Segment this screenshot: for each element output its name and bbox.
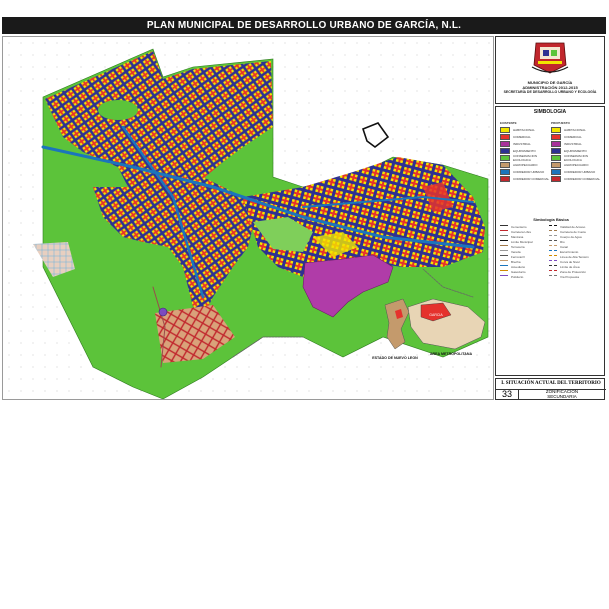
inset-state-label: ESTADO DE NUEVO LEON	[372, 356, 418, 360]
inset-metro-label: AREA METROPOLITANA	[429, 352, 473, 356]
sheet-footer	[495, 378, 605, 400]
basic-symbology	[500, 217, 602, 279]
basic-symbol-label: Vía Propuesta	[560, 274, 580, 279]
basic-symbol-mark	[549, 235, 557, 239]
legend-label: COMERCIAL	[513, 134, 531, 139]
legend-swatch	[500, 176, 510, 182]
legend-item	[500, 168, 602, 175]
legend-label: CORREDOR URBANO	[564, 169, 596, 174]
basic-symbol-mark	[500, 235, 508, 239]
sheet-subject-line2: SECUNDARIA	[547, 394, 577, 399]
legend-swatch	[500, 162, 510, 168]
green-island	[98, 100, 138, 120]
basic-symbol-label: Carretera de Cuota	[560, 229, 586, 234]
legend-label: EQUIPAMIENTO	[564, 148, 587, 153]
basic-symbol-row	[500, 239, 602, 244]
legend-label: CORREDOR COMERCIAL	[564, 176, 601, 181]
legend-swatch	[500, 141, 510, 147]
legend-item	[500, 175, 602, 182]
legend-item	[500, 154, 602, 161]
basic-symbology-title: Simbología Básica	[533, 217, 569, 222]
basic-symbol-mark	[549, 230, 557, 234]
basic-symbol-label: Curva de Nivel	[560, 259, 580, 264]
symbology-title: SIMBOLOGIA	[533, 109, 567, 115]
map-title: PLAN MUNICIPAL DE DESARROLLO URBANO DE GARCÍA, N.L.	[2, 17, 606, 34]
basic-symbol-mark	[500, 255, 508, 259]
basic-symbol-mark	[500, 270, 508, 274]
legend-label: HABITACIONAL	[513, 127, 535, 132]
basic-symbol-mark	[500, 240, 508, 244]
sheet-subject-line1: ZONIFICACION	[545, 389, 579, 394]
basic-symbol-label: Manzana	[511, 234, 524, 239]
legend-swatch	[500, 155, 510, 161]
basic-symbol-label: Carretera Libre	[511, 229, 532, 234]
legend-label: CONSERVACION ECOLOGICA	[513, 153, 538, 162]
basic-symbol-label: Canal	[560, 244, 568, 249]
basic-symbol-row	[500, 229, 602, 234]
legend-swatch	[551, 141, 561, 147]
municipality-name: MUNICIPIO DE GARCÍA	[527, 80, 573, 85]
basic-symbol-mark	[549, 240, 557, 244]
basic-symbol-label: Límite de Área	[560, 264, 580, 269]
basic-symbol-label: Río	[560, 239, 565, 244]
basic-symbol-mark	[500, 230, 508, 234]
legend-swatch	[551, 169, 561, 175]
legend-label: INDUSTRIAL	[564, 141, 582, 146]
inset-garcia-tag: GARCIA	[429, 313, 443, 317]
basic-symbol-mark	[549, 275, 557, 279]
section-title: I. SITUACIÓN ACTUAL DEL TERRITORIO	[496, 379, 606, 390]
basic-symbol-mark	[549, 265, 557, 269]
basic-symbol-mark	[500, 265, 508, 269]
legend-item	[500, 126, 602, 133]
basic-symbol-label: Cementerio	[511, 224, 527, 229]
legend-label: HABITACIONAL	[564, 127, 586, 132]
basic-symbol-mark	[500, 225, 508, 229]
legend-label: INDUSTRIAL	[513, 141, 531, 146]
basic-symbol-label: Acueducto	[511, 264, 526, 269]
basic-symbol-row	[500, 234, 602, 239]
symbology-panel	[495, 106, 605, 376]
basic-symbol-row	[500, 254, 602, 259]
map-frame	[2, 36, 494, 400]
basic-symbol-label: Ferrocarril	[511, 254, 525, 259]
basic-symbol-mark	[500, 260, 508, 264]
legend-item	[500, 133, 602, 140]
basic-symbol-mark	[549, 260, 557, 264]
zoning-map[interactable]	[3, 37, 493, 399]
legend-item	[500, 161, 602, 168]
basic-symbol-row	[500, 224, 602, 229]
legend-swatch	[500, 134, 510, 140]
zoning-legend	[500, 119, 602, 182]
legend-label: CONSERVACION ECOLOGICA	[564, 153, 589, 162]
legend-swatch	[551, 148, 561, 154]
basic-symbol-label: Vialidad de Acceso	[560, 224, 586, 229]
sheet-subject	[518, 389, 606, 399]
administration-term: ADMINISTRACIÓN 2012-2015	[522, 85, 578, 90]
basic-symbol-label: Terracería	[511, 244, 525, 249]
basic-symbol-label: Gasoducto	[511, 269, 526, 274]
legend-col-existing: EXISTENTE	[500, 120, 517, 125]
coat-of-arms-icon	[496, 37, 604, 77]
basic-symbol-mark	[500, 250, 508, 254]
basic-symbol-label: Poliducto	[511, 274, 524, 279]
basic-symbol-mark	[549, 245, 557, 249]
legend-label: CORREDOR URBANO	[513, 169, 545, 174]
basic-symbol-mark	[549, 255, 557, 259]
basic-symbol-row	[500, 269, 602, 274]
legend-swatch	[551, 127, 561, 133]
legend-swatch	[551, 162, 561, 168]
legend-swatch	[500, 148, 510, 154]
office-name: SECRETARÍA DE DESARROLLO URBANO Y ECOLOGÍA	[503, 90, 597, 94]
legend-sidebar	[495, 36, 605, 398]
institution-panel	[495, 36, 605, 104]
basic-symbol-row	[500, 264, 602, 269]
basic-symbol-label: Línea de Alta Tensión	[560, 254, 589, 259]
basic-symbol-label: Cuerpo de Agua	[560, 234, 582, 239]
basic-symbol-row	[500, 259, 602, 264]
legend-swatch	[500, 169, 510, 175]
basic-symbol-mark	[500, 245, 508, 249]
legend-item	[500, 140, 602, 147]
legend-label: EQUIPAMIENTO	[513, 148, 536, 153]
legend-label: AGROPECUARIO	[564, 162, 589, 167]
basic-symbol-mark	[549, 225, 557, 229]
basic-symbol-label: Zona de Protección	[560, 269, 587, 274]
legend-label: CORREDOR COMERCIAL	[513, 176, 550, 181]
basic-symbol-row	[500, 274, 602, 279]
legend-swatch	[500, 127, 510, 133]
basic-symbol-label: Vereda	[511, 249, 521, 254]
legend-col-proposed: PROPUESTO	[551, 120, 570, 125]
basic-symbol-label: Escurrimiento	[560, 249, 579, 254]
sheet-number: 33	[496, 389, 519, 399]
legend-label: AGROPECUARIO	[513, 162, 538, 167]
legend-swatch	[551, 134, 561, 140]
landmark-dot	[159, 308, 167, 316]
legend-swatch	[551, 176, 561, 182]
basic-symbol-mark	[500, 275, 508, 279]
basic-symbol-row	[500, 244, 602, 249]
basic-symbol-label: Brecha	[511, 259, 521, 264]
legend-swatch	[551, 155, 561, 161]
basic-symbol-label: Limite Municipal	[511, 239, 533, 244]
basic-symbol-mark	[549, 250, 557, 254]
basic-symbol-row	[500, 249, 602, 254]
legend-label: COMERCIAL	[564, 134, 582, 139]
basic-symbol-mark	[549, 270, 557, 274]
